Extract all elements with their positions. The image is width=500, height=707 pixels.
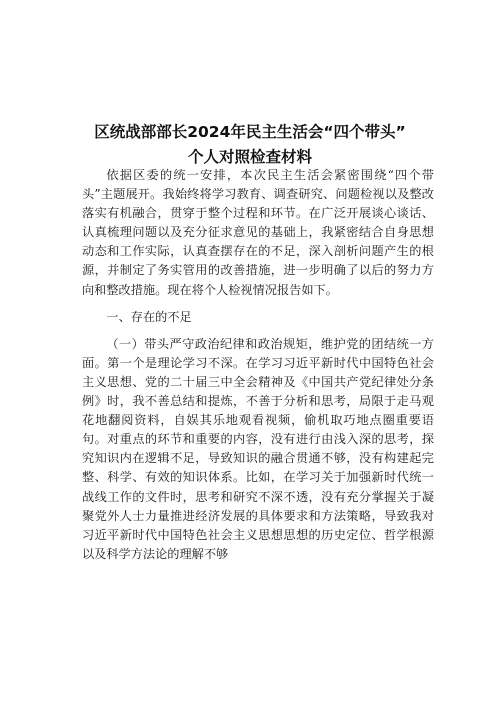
document-title-line-1: 区统战部部长2024年民主生活会“四个带头” <box>94 123 406 141</box>
document-body <box>82 166 434 564</box>
section-heading: 一、存在的不足 <box>106 309 192 324</box>
subsection-paragraph: （一）带头严守政治纪律和政治规矩，维护党的团结统一方面。第一个是理论学习不深。在学习习近平新时代中国特色社会主义思想、党的二十届三中全会精神及《中国共产党纪律处分条例》时，我不善总结和提炼，不善于分析和思考，局限于走马观花地翻阅资料，自娱其乐地观看视频，偷机取巧地点圈重要语句。对重点的环节和重要的内容，没有进行由浅入深的思考，探究知识内在逻辑不足，导致知识的融合贯通不够，没有构建起完整、科学、有效的知识体系。比如，在学习关于加强新时代统一战线工作的文件时，思考和研究不深不透，没有充分掌握关于凝聚党外人士力量推进经济发展的具体要求和方法策略，导致我对习近平新时代中国特色社会主义思想思想的历史定位、哲学根源以及科学方法论的理解不够 <box>82 336 434 561</box>
intro-paragraph: 依据区委的统一安排，本次民主生活会紧密围绕“四个带头”主题展开。我始终将学习教育、调查研究、问题检视以及整改落实有机融合，贯穿于整个过程和环节。在广泛开展谈心谈话、认真梳理问题以及充分征求意见的基础上，我紧密结合自身思想动态和工作实际，认真查摆存在的不足，深入剖析问题产生的根源，并制定了务实管用的改善措施，进一步明确了以后的努力方向和整改措施。现在将个人检视情况报告如下。 <box>82 168 434 297</box>
document-title-line-2: 个人对照检查材料 <box>187 148 312 166</box>
